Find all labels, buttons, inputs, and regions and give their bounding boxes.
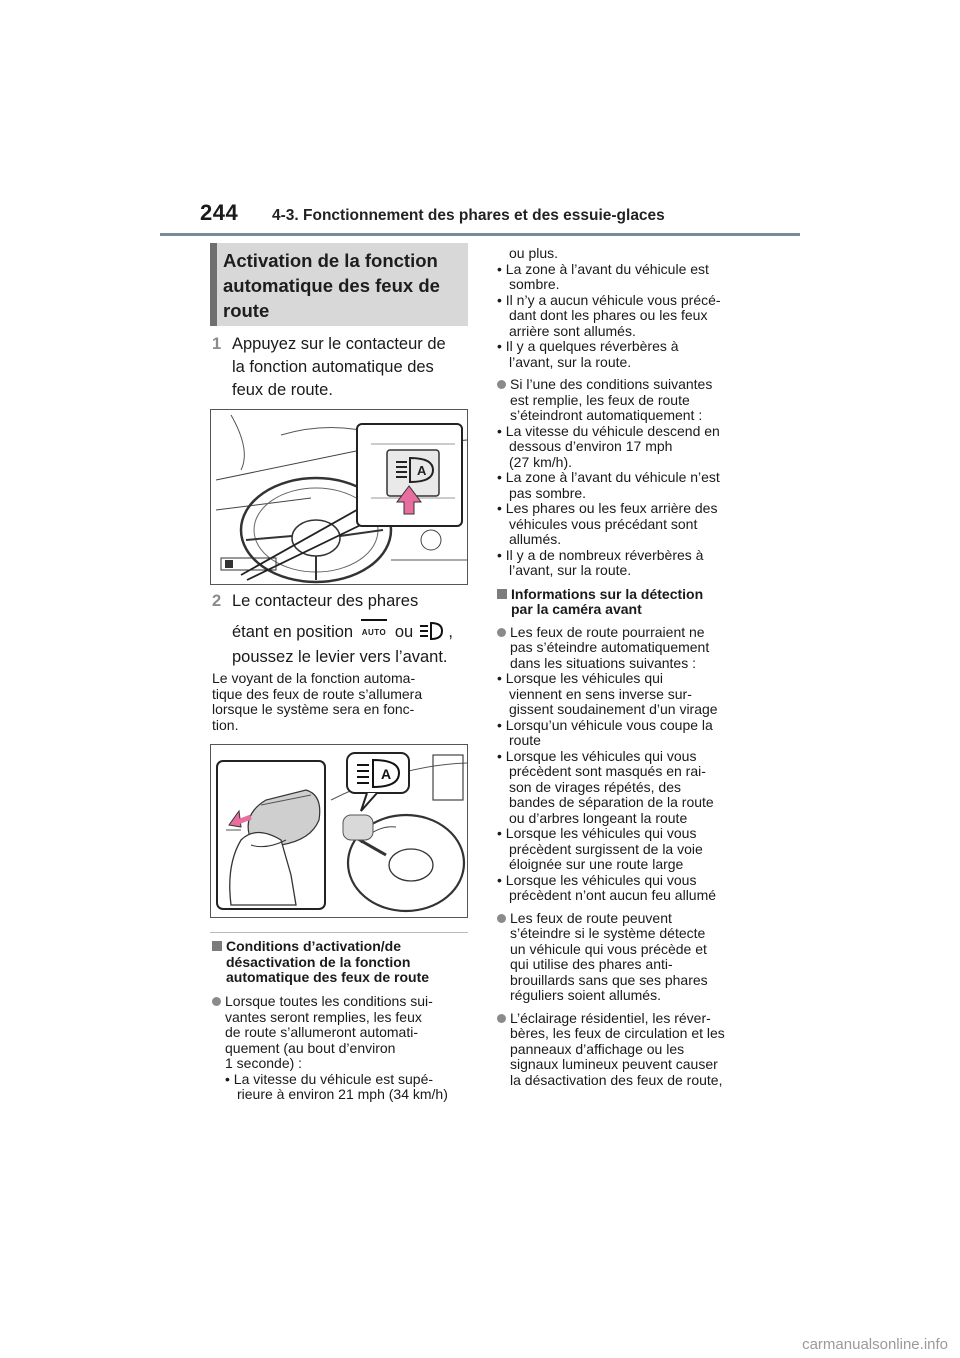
- circle-bullet: [497, 380, 506, 389]
- indicator-note: [212, 671, 474, 733]
- heading-line: désactivation de la fonction: [226, 953, 411, 970]
- list-item: • La zone à l’avant du véhicule est: [497, 260, 709, 277]
- text-line: dessous d’environ 17 mph: [509, 438, 673, 454]
- right-column: [497, 246, 767, 1088]
- list-item: • Il y a quelques réverbères à: [497, 338, 679, 354]
- circle-bullet: [497, 914, 506, 923]
- text-line: s’éteindront automatiquement :: [510, 407, 703, 423]
- note-line: Le voyant de la fonction automa-: [212, 670, 416, 686]
- section-title-line: Activation de la fonction: [223, 250, 438, 271]
- svg-text:A: A: [381, 766, 392, 782]
- step-line: la fonction automatique des: [232, 358, 434, 376]
- step-line: feux de route.: [232, 381, 333, 399]
- text-line: l’avant, sur la route.: [509, 353, 632, 370]
- section-title: [223, 248, 461, 323]
- text-line: viennent en sens inverse sur-: [509, 685, 692, 702]
- step-1: [212, 333, 472, 402]
- note-line: tion.: [212, 716, 239, 733]
- text-line: réguliers soient allumés.: [510, 987, 661, 1003]
- auto-position-icon: AUTO: [361, 619, 388, 644]
- lever-illustration: [211, 745, 467, 917]
- dashboard-illustration: [211, 410, 467, 584]
- step-text: étant en position: [232, 623, 354, 641]
- step-text: ou: [394, 623, 414, 641]
- list-item: rieure à environ 21 mph (34 km/h): [237, 1086, 448, 1102]
- text-line: de route s’allumeront automati-: [225, 1024, 418, 1040]
- step-line: Le contacteur des phares: [232, 592, 419, 610]
- text-line: quement (au bout d’environ: [225, 1039, 396, 1056]
- list-item: • Lorsque les véhicules qui vous: [497, 871, 697, 888]
- text-line: Les feux de route peuvent: [510, 909, 672, 926]
- text-line: Les feux de route pourraient ne: [510, 623, 705, 640]
- watermark: carmanualsonline.info: [802, 1336, 948, 1353]
- header-rule: [160, 233, 800, 236]
- text-line: 1 seconde) :: [225, 1055, 303, 1071]
- text-line: dans les situations suivantes :: [510, 654, 696, 671]
- text-line: sombre.: [509, 276, 560, 292]
- step-line: Appuyez sur le contacteur de: [232, 335, 446, 353]
- text-line: L’éclairage résidentiel, les réver-: [510, 1009, 711, 1026]
- text-line: bandes de séparation de la route: [509, 794, 714, 810]
- text-line: un véhicule qui vous précède et: [510, 940, 707, 957]
- square-bullet: [497, 589, 507, 599]
- text-line: route: [509, 732, 541, 748]
- text-line: brouillards sans que ses phares: [510, 971, 708, 988]
- figure-switch-location: [210, 409, 468, 585]
- list-item: • La vitesse du véhicule est supé-: [225, 1070, 434, 1087]
- heading-line: par la caméra avant: [511, 601, 642, 617]
- note-line: lorsque le système sera en fonc-: [212, 701, 415, 717]
- text-line: précèdent n’ont aucun feu allumé: [509, 887, 717, 903]
- text-line: pas s’éteindre automatiquement: [510, 639, 710, 655]
- heading-line: Conditions d’activation/de: [226, 938, 402, 954]
- list-item: • Lorsque les véhicules qui vous: [497, 747, 697, 764]
- circle-bullet: [497, 1014, 506, 1023]
- text-line: l’avant, sur la route.: [509, 562, 632, 578]
- text-line: gissent soudainement d’un virage: [509, 701, 718, 717]
- text-line: Si l’une des conditions suivantes: [510, 376, 713, 392]
- text-line: dant dont les phares ou les feux: [509, 307, 708, 323]
- list-item: • Il n’y a aucun véhicule vous précé-: [497, 291, 721, 308]
- text-line: allumés.: [509, 531, 562, 547]
- text-line: son de virages répétés, des: [509, 778, 681, 795]
- figure-lever-push: [210, 744, 468, 918]
- step-number: 2: [212, 592, 222, 610]
- circle-bullet: [212, 997, 221, 1006]
- text-line: Lorsque toutes les conditions sui-: [225, 993, 433, 1009]
- text-line: précèdent surgissent de la voie: [509, 840, 703, 857]
- list-item: • Lorsque les véhicules qui: [497, 670, 663, 686]
- list-item: • Les phares ou les feux arrière des: [497, 500, 718, 516]
- section-title-line: automatique des feux de: [223, 275, 440, 296]
- text-line: ou d’arbres longeant la route: [509, 809, 688, 826]
- list-item: • Lorsque les véhicules qui vous: [497, 825, 697, 841]
- text-line: est remplie, les feux de route: [510, 391, 690, 408]
- text-line: vantes seront remplies, les feux: [225, 1008, 422, 1025]
- text-line: la désactivation des feux de route,: [510, 1071, 723, 1088]
- page-number: 244: [200, 200, 239, 225]
- conditions-on-paragraph: [212, 994, 478, 1103]
- step-2: [212, 590, 474, 669]
- list-item: • Il y a de nombreux réverbères à: [497, 546, 704, 563]
- list-item: • La vitesse du véhicule descend en: [497, 422, 720, 439]
- text-line: véhicules vous précédant sont: [509, 515, 698, 532]
- text-line: précèdent sont masqués en rai-: [509, 763, 706, 779]
- svg-text:A: A: [417, 463, 427, 478]
- step-text: ,: [448, 623, 453, 641]
- step-line-icons: [232, 619, 453, 644]
- step-line: poussez le levier vers l’avant.: [232, 648, 448, 666]
- conditions-heading: [212, 939, 474, 986]
- text-line: éloignée sur une route large: [509, 856, 684, 872]
- text-line: bères, les feux de circulation et les: [510, 1025, 725, 1041]
- conditions-divider: [210, 932, 468, 933]
- heading-line: automatique des feux de route: [226, 969, 430, 985]
- square-bullet: [212, 941, 222, 951]
- section-title-line: route: [223, 300, 270, 321]
- text-line: ou plus.: [509, 245, 559, 261]
- text-line: panneaux d’affichage ou les: [510, 1040, 685, 1057]
- text-line: signaux lumineux peuvent causer: [510, 1056, 718, 1072]
- headlight-icon: [418, 621, 444, 641]
- text-line: pas sombre.: [509, 484, 587, 501]
- text-line: s’éteindre si le système détecte: [510, 925, 706, 941]
- note-line: tique des feux de route s’allumera: [212, 685, 423, 702]
- text-line: (27 km/h).: [509, 453, 573, 470]
- step-number: 1: [212, 335, 222, 353]
- list-item: • La zone à l’avant du véhicule n’est: [497, 469, 720, 485]
- heading-line: Informations sur la détection: [511, 585, 704, 602]
- text-line: qui utilise des phares anti-: [510, 956, 673, 972]
- chapter-title: 4-3. Fonctionnement des phares et des essuie-glaces: [272, 207, 665, 224]
- text-line: arrière sont allumés.: [509, 322, 636, 339]
- circle-bullet: [497, 628, 506, 637]
- list-item: • Lorsqu’un véhicule vous coupe la: [497, 716, 713, 733]
